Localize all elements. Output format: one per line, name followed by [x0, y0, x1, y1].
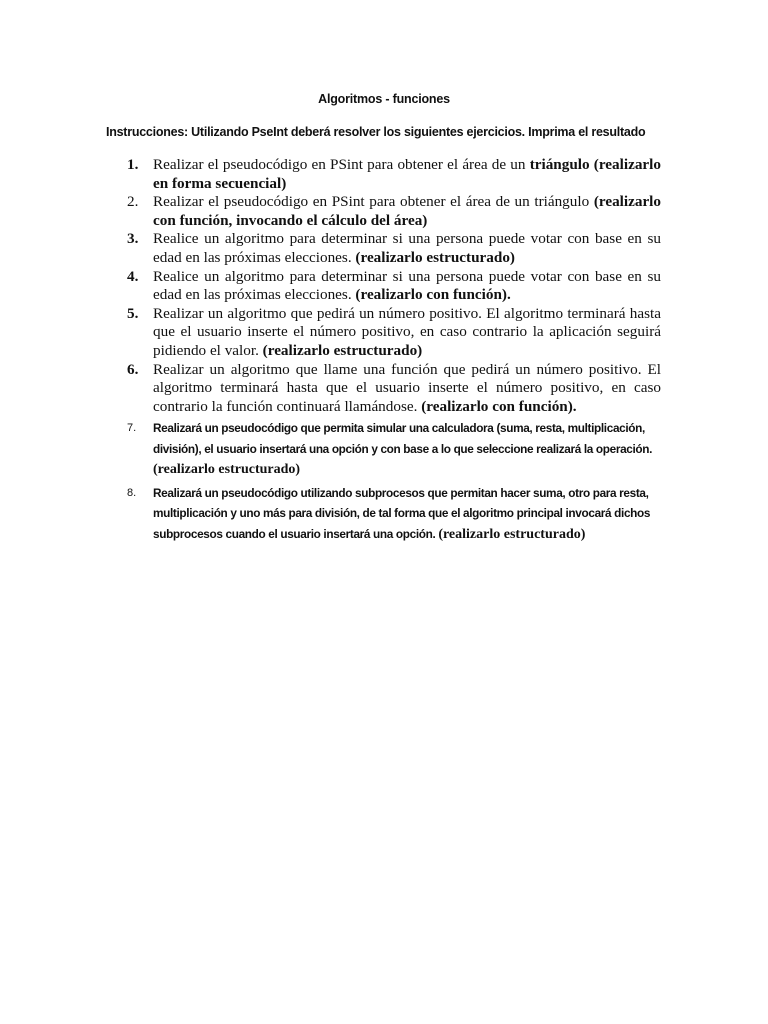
item-bold-text: (realizarlo estructurado) — [355, 248, 515, 266]
item-bold-text: (realizarlo estructurado) — [153, 462, 301, 478]
item-text: Realizar el pseudocódigo en PSint para obtener el área de un — [153, 156, 530, 173]
list-item-5 — [127, 305, 661, 361]
list-item-4 — [127, 268, 661, 305]
item-text: Realizar un algoritmo que pedirá un número positivo. El algoritmo terminará hasta que el usuario inserte el número positivo, en caso contrario la aplicación seguirá pidiendo el valor. — [153, 304, 661, 359]
item-number: 8. — [127, 486, 137, 499]
item-bold-text: (realizarlo con función). — [355, 286, 511, 304]
item-text: Realizará un pseudocódigo que permita simular una calculadora (suma, resta, multiplicación, división), el usuario insertará una opción y con base a lo que seleccione realizará la operación. — [153, 421, 653, 456]
list-item-1 — [127, 156, 661, 193]
list-item-2 — [127, 193, 661, 230]
item-bold-text: (realizarlo con función, invocando el cálculo del área) — [153, 193, 661, 229]
item-number: 5. — [127, 304, 139, 322]
item-text: Realice un algoritmo para determinar si una persona puede votar con base en su edad en las próximas elecciones. — [153, 267, 661, 304]
item-number: 3. — [127, 230, 139, 248]
list-item-8 — [127, 483, 661, 546]
item-bold-text: (realizarlo estructurado) — [438, 526, 586, 542]
item-number: 6. — [127, 360, 139, 378]
item-number: 2. — [127, 193, 139, 211]
item-text: Realizar el pseudocódigo en PSint para obtener el área de un triángulo — [153, 193, 594, 211]
instructions-text: Instrucciones: Utilizando PseInt deberá resolver los siguientes ejercicios. Imprima el resultado — [106, 125, 646, 139]
item-number: 1. — [127, 156, 139, 173]
list-item-6 — [127, 361, 661, 417]
document-title: Algoritmos - funciones — [318, 92, 450, 106]
exercise-list — [127, 156, 661, 545]
item-number: 7. — [127, 422, 137, 435]
item-text: Realizar un algoritmo que llame una función que pedirá un número positivo. El algoritmo terminará hasta que el usuario inserte el número positivo, en caso contrario la función continuará llamándose. — [153, 360, 661, 415]
item-text: Realizará un pseudocódigo utilizando subprocesos que permitan hacer suma, otro para resta, multiplicación y uno más para división, de tal forma que el algoritmo principal invocará dichos subprocesos cuando el usuario insertará una opción. — [153, 485, 651, 541]
item-number: 4. — [127, 267, 139, 285]
item-bold-text: (realizarlo con función). — [421, 397, 577, 415]
list-item-3 — [127, 230, 661, 267]
item-bold-text: triángulo (realizarlo en forma secuencial) — [153, 156, 661, 192]
list-item-7 — [127, 418, 661, 481]
item-text: Realice un algoritmo para determinar si una persona puede votar con base en su edad en las próximas elecciones. — [153, 230, 661, 266]
item-bold-text: (realizarlo estructurado) — [262, 341, 423, 359]
